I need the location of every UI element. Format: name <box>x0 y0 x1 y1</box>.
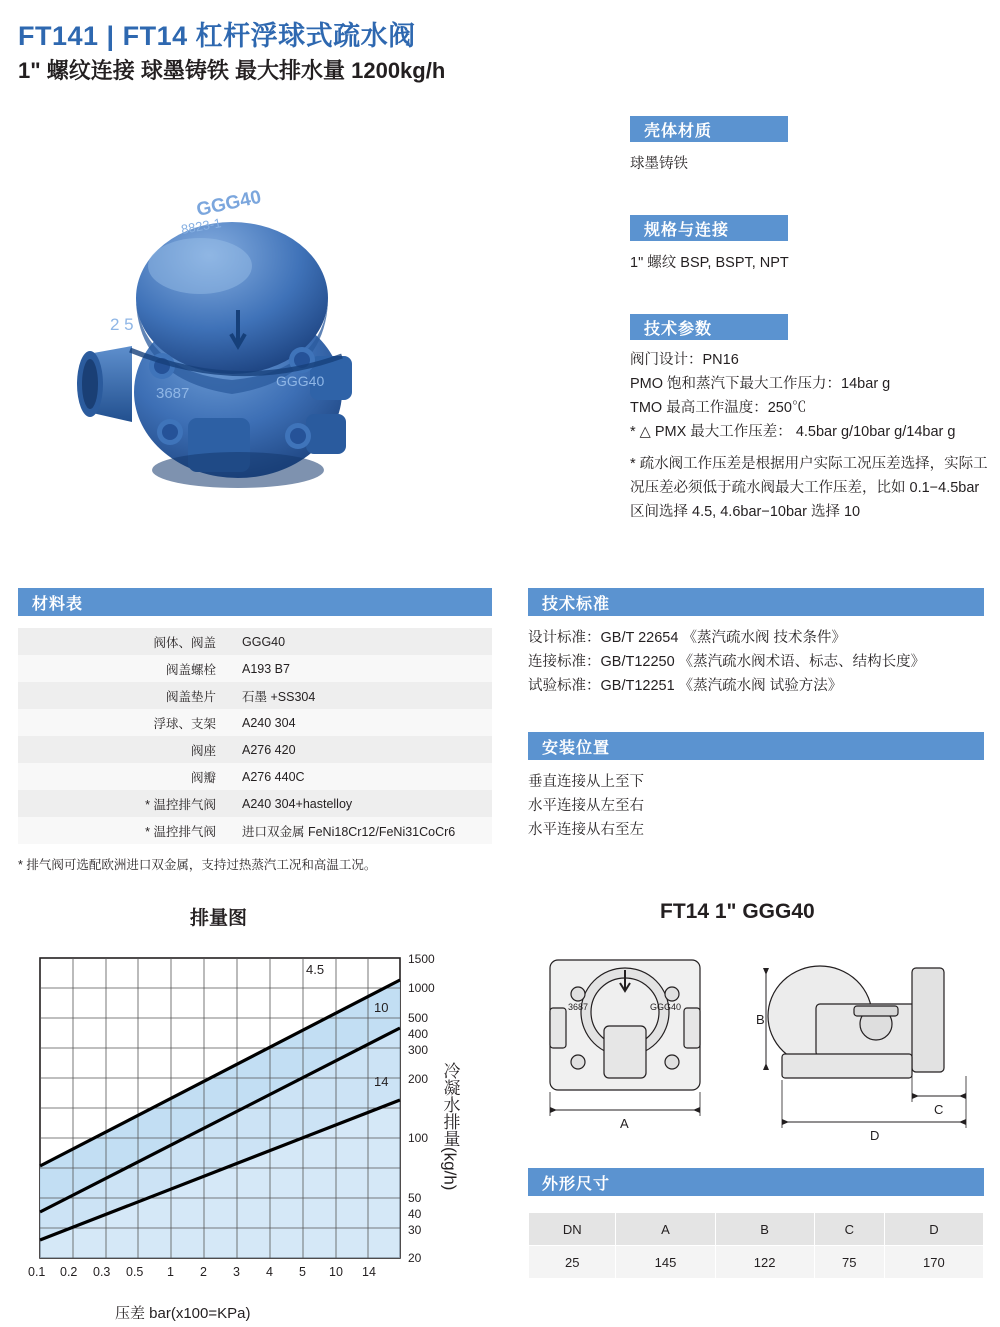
svg-text:3687: 3687 <box>156 385 190 402</box>
valve-illustration <box>70 170 400 500</box>
page-title: FT141 | FT14 杠杆浮球式疏水阀 <box>18 21 416 51</box>
svg-text:14: 14 <box>362 1265 376 1279</box>
tech-params-line-2: TMO 最高工作温度：250℃ <box>630 400 807 416</box>
material-part: 阀体、阀盖 <box>153 635 216 650</box>
material-value: 进口双金属 FeNi18Cr12/FeNi31CoCr6 <box>242 824 456 839</box>
material-part: * 温控排气阀 <box>145 824 216 839</box>
material-table-note: * 排气阀可选配欧洲进口双金属，支持过热蒸汽工况和高温工况。 <box>18 858 377 872</box>
section-header-tech-params: 技术参数 <box>630 314 788 340</box>
tech-params-line-3: * △ PMX 最大工作压差： 4.5bar g/10bar g/14bar g <box>630 424 956 440</box>
product-photo <box>70 170 400 500</box>
tech-standard-line-0: 设计标准：GB/T 22654 《蒸汽疏水阀 技术条件》 <box>528 630 846 646</box>
material-value: A276 420 <box>242 742 296 757</box>
dim-col-c: C <box>814 1213 884 1246</box>
svg-text:4.5: 4.5 <box>306 962 325 977</box>
table-row <box>18 790 492 817</box>
svg-text:50: 50 <box>408 1191 422 1205</box>
dim-col-dn: DN <box>529 1213 616 1246</box>
svg-text:40: 40 <box>408 1207 422 1221</box>
svg-text:GGG40: GGG40 <box>194 186 264 221</box>
svg-text:1500: 1500 <box>408 952 435 966</box>
svg-text:400: 400 <box>408 1027 429 1041</box>
dim-cell-dn: 25 <box>529 1246 616 1279</box>
capacity-chart-svg <box>18 950 488 1310</box>
material-value: A240 304+hastelloy <box>242 796 353 811</box>
material-part: 阀座 <box>190 743 216 758</box>
section-header-shell-material: 壳体材质 <box>630 116 788 142</box>
svg-text:GGG40: GGG40 <box>650 1002 682 1012</box>
dim-col-b: B <box>715 1213 814 1246</box>
svg-text:B: B <box>756 1012 765 1027</box>
chart-x-axis-label: 压差 bar(x100=KPa) <box>115 1305 251 1322</box>
chart-title: 排量图 <box>190 908 248 929</box>
svg-text:3: 3 <box>233 1265 240 1279</box>
svg-text:10: 10 <box>374 1000 389 1015</box>
material-table <box>18 628 492 844</box>
table-header-row <box>529 1213 984 1246</box>
svg-text:200: 200 <box>408 1072 429 1086</box>
table-row <box>529 1246 984 1279</box>
tech-standard-line-2: 试验标准：GB/T12251 《蒸汽疏水阀 试验方法》 <box>528 678 843 694</box>
svg-text:3687: 3687 <box>568 1002 589 1012</box>
svg-text:2: 2 <box>200 1265 207 1279</box>
dim-cell-c: 75 <box>814 1246 884 1279</box>
material-part: 阀盖垫片 <box>165 689 216 704</box>
svg-text:10: 10 <box>329 1265 343 1279</box>
svg-text:500: 500 <box>408 1011 429 1025</box>
table-row <box>18 682 492 709</box>
drawing-title: FT14 1" GGG40 <box>660 900 815 923</box>
capacity-chart <box>18 950 488 1310</box>
svg-text:30: 30 <box>408 1223 422 1237</box>
spec-connection-text: 1" 螺纹 BSP, BSPT, NPT <box>630 255 789 271</box>
svg-text:GGG40: GGG40 <box>276 373 325 389</box>
material-value: A240 304 <box>242 715 296 730</box>
dim-cell-a: 145 <box>616 1246 715 1279</box>
section-header-dimension-table: 外形尺寸 <box>528 1168 984 1196</box>
page-subtitle: 1" 螺纹连接 球墨铸铁 最大排水量 1200kg/h <box>18 58 446 83</box>
material-value: A193 B7 <box>242 661 290 676</box>
material-value: 石墨 +SS304 <box>242 689 316 704</box>
tech-params-line-0: 阀门设计：PN16 <box>630 352 739 368</box>
svg-text:A: A <box>620 1116 629 1131</box>
material-part: 阀瓣 <box>190 770 216 785</box>
shell-material-text: 球墨铸铁 <box>630 156 688 172</box>
svg-text:1: 1 <box>167 1265 174 1279</box>
section-header-tech-standard: 技术标准 <box>528 588 984 616</box>
section-header-material-table: 材料表 <box>18 588 492 616</box>
material-part: 浮球、支架 <box>153 716 216 731</box>
install-position-line-0: 垂直连接从上至下 <box>528 774 644 790</box>
svg-text:C: C <box>934 1102 944 1117</box>
material-value: A276 440C <box>242 769 305 784</box>
dim-cell-d: 170 <box>884 1246 983 1279</box>
dim-cell-b: 122 <box>715 1246 814 1279</box>
install-position-line-2: 水平连接从右至左 <box>528 822 644 838</box>
svg-text:0.1: 0.1 <box>28 1265 46 1279</box>
table-row <box>18 763 492 790</box>
tech-params-note: * 疏水阀工作压差是根据用户实际工况压差选择，实际工况压差必须低于疏水阀最大工作压差，比如 0.1−4.5bar 区间选择 4.5, 4.6bar−10bar 选择 10 <box>630 456 988 520</box>
svg-text:100: 100 <box>408 1131 429 1145</box>
tech-params-line-1: PMO 饱和蒸汽下最大工作压力：14bar g <box>630 376 891 392</box>
material-part: * 温控排气阀 <box>145 797 216 812</box>
tech-standard-line-1: 连接标准：GB/T12250 《蒸汽疏水阀术语、标志、结构长度》 <box>528 654 926 670</box>
dimension-table <box>528 1212 984 1279</box>
table-row <box>18 628 492 655</box>
svg-text:14: 14 <box>374 1074 389 1089</box>
svg-text:D: D <box>870 1128 880 1143</box>
install-position-line-1: 水平连接从左至右 <box>528 798 644 814</box>
svg-text:8823-1: 8823-1 <box>179 215 223 237</box>
svg-text:0.3: 0.3 <box>93 1265 111 1279</box>
svg-text:4: 4 <box>266 1265 273 1279</box>
dim-col-d: D <box>884 1213 983 1246</box>
table-row <box>18 709 492 736</box>
table-row <box>18 736 492 763</box>
dim-col-a: A <box>616 1213 715 1246</box>
svg-text:0.5: 0.5 <box>126 1265 144 1279</box>
table-row <box>18 817 492 844</box>
section-header-install-position: 安装位置 <box>528 732 984 760</box>
svg-text:300: 300 <box>408 1043 429 1057</box>
svg-text:0.2: 0.2 <box>60 1265 78 1279</box>
svg-text:2 5: 2 5 <box>110 315 134 334</box>
table-row <box>18 655 492 682</box>
dimension-drawing-svg <box>520 950 990 1150</box>
svg-text:20: 20 <box>408 1251 422 1265</box>
section-header-spec-connection: 规格与连接 <box>630 215 788 241</box>
svg-text:1000: 1000 <box>408 981 435 995</box>
svg-text:冷凝水排量(kg/h): 冷凝水排量(kg/h) <box>440 1062 460 1191</box>
dimension-drawing <box>520 950 990 1150</box>
material-value: GGG40 <box>242 634 286 649</box>
svg-text:5: 5 <box>299 1265 306 1279</box>
material-part: 阀盖螺栓 <box>165 662 216 677</box>
